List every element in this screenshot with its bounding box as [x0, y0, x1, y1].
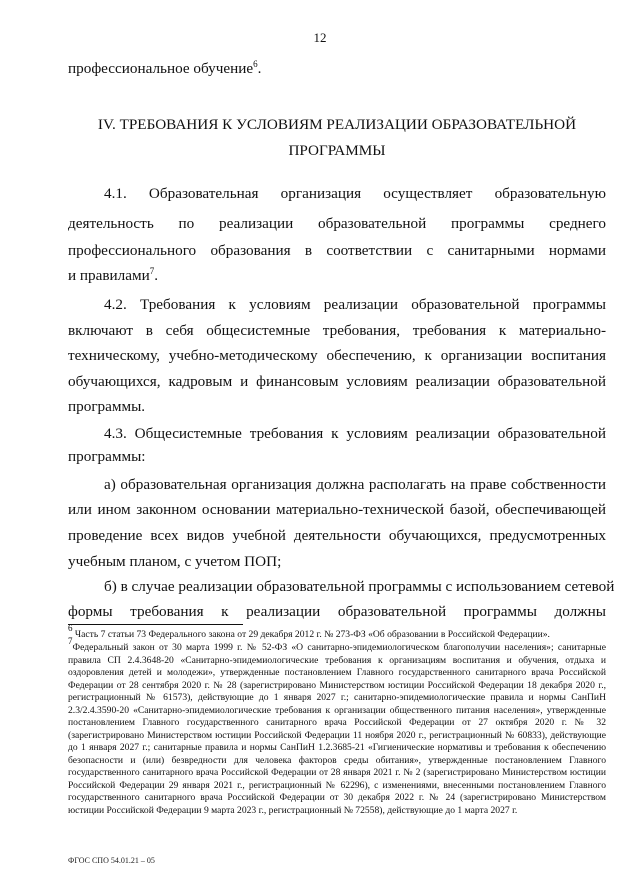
pa-line-3: проведение всех видов учебной деятельности обучающихся, предусмотренных	[68, 527, 606, 544]
intro-line: профессиональное обучение$^6$.	[68, 59, 262, 77]
p41-line-4: и правилами$^7$.	[68, 266, 159, 284]
p41-line-3: профессионального образования в соответствии с санитарными нормами	[68, 242, 606, 259]
p42-line-2: включают в себя общесистемные требования, требования к материально-	[68, 322, 606, 339]
p42-line-4: обучающихся, кадровым и финансовым условиям реализации образовательной	[68, 373, 606, 390]
pa-line-2: или ином законном основании материально-технической базой, обеспечивающей	[68, 501, 606, 518]
p43-line-2: программы:	[68, 448, 146, 465]
footnote-7: $^7$Федеральный закон от 30 марта 1999 г. № 52-ФЗ «О санитарно-эпидемиологическом благополучии населения»; санитарные правила СП 2.4.3648-20 «Санитарно-эпидемиологические требования к организациям воспитания и обучения, отдыха и оздоровления детей и молодежи», утвержденные постановлением Главного государственного санитарного врача Российской Федерации от 28 сентября 2020 г. № 28 (зарегистрировано Министерством юстиции Российской Федерации 18 декабря 2020 г., регистрационный № 61573), действующие до 1 января 2027 г.; санитарно-эпидемиологические правила и нормы СанПиН 2.3/2.4.3590-20 «Санитарно-эпидемиологические требования к организации общественного питания населения», утвержденные постановлением Главного государственного санитарного врача Российской Федерации от 27 октября 2020 г. № 32 (зарегистрировано Министерством юстиции Российской Федерации 11 ноября 2020 г., регистрационный № 60833), действующие до 1 января 2027 г.; санитарные правила и нормы СанПиН 1.2.3685-21 «Гигиенические нормативы и требования к обеспечению безопасности и (или) безвредности для человека факторов среды обитания», утвержденные постановлением Главного государственного санитарного врача Российской Федерации от 28 января 2021 г. № 2 (зарегистрировано Министерством юстиции Российской Федерации 29 января 2021 г., регистрационный № 62296), с изменениями, внесенными постановлением Главного государственного санитарного врача Российской Федерации от 30 декабря 2022 г. № 24 (зарегистрировано Министерством юстиции Российской Федерации 9 марта 2023 г., регистрационный № 72558), действующие до 1 марта 2027 г.	[68, 636, 606, 816]
footnote-6: $^6$ Часть 7 статьи 73 Федерального закона от 29 декабря 2012 г. № 273-ФЗ «Об образовании в Российской Федерации».	[68, 623, 550, 640]
document-footer: ФГОС СПО 54.01.21 – 05	[68, 856, 155, 865]
heading-line-1: IV. ТРЕБОВАНИЯ К УСЛОВИЯМ РЕАЛИЗАЦИИ ОБРАЗОВАТЕЛЬНОЙ	[97, 116, 577, 133]
p42-line-5: программы.	[68, 398, 146, 415]
page-number: 12	[313, 30, 327, 45]
p41-line-1: 4.1. Образовательная организация осуществляет образовательную	[104, 185, 606, 202]
heading-line-2: ПРОГРАММЫ	[288, 142, 386, 159]
p42-line-3: техническому, учебно-методическому обеспечению, к организации воспитания	[68, 347, 606, 364]
pa-line-4: учебным планом, с учетом ПОП;	[68, 553, 282, 570]
pa-line-1: а) образовательная организация должна располагать на праве собственности	[104, 476, 606, 493]
pb-line-1: б) в случае реализации образовательной программы с использованием сетевой	[104, 578, 615, 595]
pb-line-2: формы требования к реализации образовательной программы должны	[68, 603, 606, 620]
p43-line-1: 4.3. Общесистемные требования к условиям реализации образовательной	[104, 425, 606, 442]
p42-line-1: 4.2. Требования к условиям реализации образовательной программы	[104, 296, 606, 313]
section-heading	[68, 112, 606, 164]
p41-line-2: деятельность по реализации образовательной программы среднего	[68, 215, 606, 232]
footnote-divider	[68, 624, 243, 625]
